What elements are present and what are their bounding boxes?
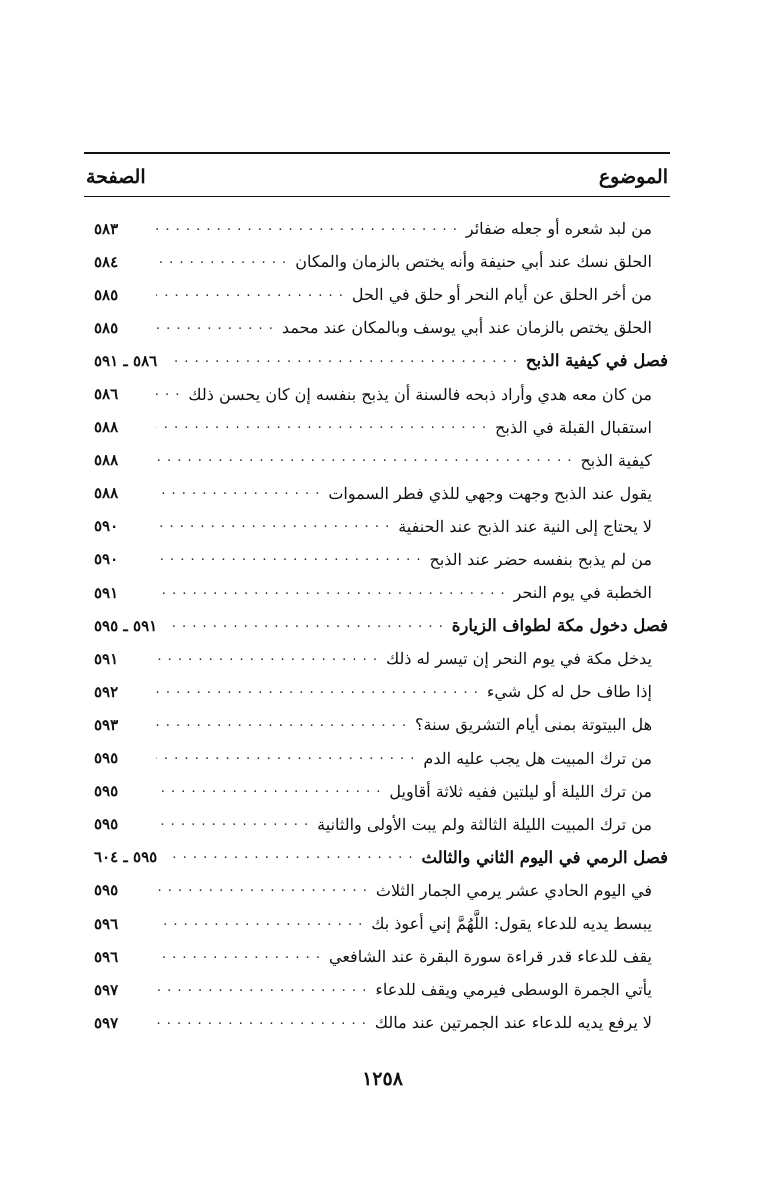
toc-entry-row [94, 278, 668, 311]
toc-entry-row [94, 477, 668, 510]
dot-leader [156, 949, 321, 965]
entry-title: من أخر الحلق عن أيام النحر أو حلق في الحل [351, 285, 652, 305]
toc-header [86, 160, 668, 194]
dot-leader [156, 254, 287, 270]
toc-entry-row [94, 907, 668, 940]
dot-leader [156, 485, 320, 501]
entry-page-number: ٥٩٥ [94, 782, 119, 801]
toc-entry-row [94, 411, 668, 444]
dot-leader [156, 684, 479, 700]
entry-title: من ترك الليلة أو ليلتين ففيه ثلاثة أقاويل [389, 781, 652, 801]
entry-page-number: ٥٩٦ [94, 914, 119, 933]
entry-title: استقبال القبلة في الذبح [495, 417, 652, 437]
toc-entry-row [94, 1006, 668, 1039]
entry-page-number: ٥٨٨ [94, 418, 119, 437]
toc-entry-row [94, 742, 668, 775]
toc-entry-row [94, 808, 668, 841]
dot-leader [156, 783, 381, 799]
dot-leader [156, 518, 390, 534]
dot-leader [156, 651, 378, 667]
entry-title: في اليوم الحادي عشر يرمي الجمار الثلاث [375, 880, 652, 900]
entry-page-number: ٥٩٥ [94, 881, 119, 900]
dot-leader [156, 585, 506, 601]
topic-column-label: الموضوع [598, 166, 668, 188]
dot-leader [156, 750, 415, 766]
entry-title: من لبد شعره أو جعله ضفائر [465, 219, 652, 239]
entry-title: من ترك المبيت هل يجب عليه الدم [423, 748, 652, 768]
entry-page-number: ٥٩٣ [94, 715, 119, 734]
entry-title: يبسط يديه للدعاء يقول: اللَّهُمَّ إني أعوذ بك [371, 914, 652, 934]
entry-title: يأتي الجمرة الوسطى فيرمي ويقف للدعاء [375, 980, 652, 1000]
dot-leader [156, 221, 458, 237]
header-top-rule [84, 152, 670, 154]
toc-entry-row [94, 775, 668, 808]
toc-entry-row [94, 675, 668, 708]
toc-entry-row [94, 973, 668, 1006]
toc-list [94, 212, 668, 1039]
entry-title: الحلق يختص بالزمان عند أبي يوسف وبالمكان عند محمد [281, 318, 652, 338]
toc-entry-row [94, 444, 668, 477]
entry-page-number: ٥٩٠ [94, 550, 119, 569]
entry-title: لا يرفع يديه للدعاء عند الجمرتين عند مالك [374, 1013, 652, 1033]
entry-page-number: ٥٩٢ [94, 682, 119, 701]
entry-title: هل البيتوتة بمنى أيام التشريق سنة؟ [415, 715, 652, 735]
toc-entry-row [94, 940, 668, 973]
entry-title: إذا طاف حل له كل شيء [486, 682, 652, 702]
header-bottom-rule [84, 196, 670, 197]
toc-section-row [94, 609, 668, 642]
entry-page-number: ٥٨٨ [94, 484, 119, 503]
section-title: فصل دخول مكة لطواف الزيارة [451, 616, 668, 636]
entry-page-number: ٥٩٥ [94, 749, 119, 768]
dot-leader [156, 717, 407, 733]
toc-entry-row [94, 708, 668, 741]
toc-section-row [94, 841, 668, 874]
toc-entry-row [94, 245, 668, 278]
entry-title: من لم يذبح بنفسه حضر عند الذبح [429, 549, 652, 569]
dot-leader [156, 287, 344, 303]
entry-page-number: ٥٩١ [94, 583, 119, 602]
entry-page-number: ٥٩٥ [94, 815, 119, 834]
section-title: فصل في كيفية الذبح [525, 351, 668, 371]
entry-page-number: ٥٩١ [94, 649, 119, 668]
entry-title: يقف للدعاء قدر قراءة سورة البقرة عند الشافعي [328, 947, 652, 967]
dot-leader [167, 618, 444, 634]
toc-entry-row [94, 212, 668, 245]
page-number: ١٢٥٨ [362, 1068, 403, 1090]
toc-entry-row [94, 311, 668, 344]
dot-leader [156, 320, 274, 336]
toc-entry-row [94, 874, 668, 907]
entry-title: الخطبة في يوم النحر [513, 583, 652, 603]
dot-leader [156, 452, 572, 468]
entry-page-number: ٥٨٦ [94, 385, 119, 404]
entry-page-number: ٥٩٧ [94, 1013, 119, 1032]
entry-title: لا يحتاج إلى النية عند الذبح عند الحنفية [398, 516, 652, 536]
entry-page-number: ٥٩٥ ـ ٦٠٤ [94, 848, 158, 867]
dot-leader [156, 419, 487, 435]
entry-page-number: ٥٨٦ ـ ٥٩١ [94, 351, 158, 370]
entry-page-number: ٥٩٠ [94, 517, 119, 536]
dot-leader [156, 386, 180, 402]
toc-entry-row [94, 377, 668, 410]
entry-title: من كان معه هدي وأراد ذبحه فالسنة أن يذبح بنفسه إن كان يحسن ذلك [188, 384, 652, 404]
entry-page-number: ٥٨٨ [94, 451, 119, 470]
dot-leader [167, 353, 518, 369]
entry-title: يدخل مكة في يوم النحر إن تيسر له ذلك [386, 649, 652, 669]
toc-entry-row [94, 576, 668, 609]
toc-entry-row [94, 642, 668, 675]
entry-title: من ترك المبيت الليلة الثالثة ولم يبت الأولى والثانية [317, 814, 652, 834]
entry-page-number: ٥٨٣ [94, 219, 119, 238]
dot-leader [156, 982, 367, 998]
page-column-label: الصفحة [86, 166, 146, 188]
entry-title: كيفية الذبح [580, 450, 652, 470]
dot-leader [167, 849, 413, 865]
entry-page-number: ٥٩١ ـ ٥٩٥ [94, 616, 158, 635]
entry-title: الحلق نسك عند أبي حنيفة وأنه يختص بالزمان والمكان [295, 252, 652, 272]
entry-page-number: ٥٩٦ [94, 947, 119, 966]
toc-section-row [94, 344, 668, 377]
toc-entry-row [94, 510, 668, 543]
entry-page-number: ٥٨٤ [94, 252, 119, 271]
dot-leader [156, 882, 368, 898]
entry-page-number: ٥٩٧ [94, 980, 119, 999]
entry-title: يقول عند الذبح وجهت وجهي للذي فطر السموات [328, 483, 652, 503]
entry-page-number: ٥٨٥ [94, 285, 119, 304]
section-title: فصل الرمي في اليوم الثاني والثالث [421, 847, 668, 867]
dot-leader [156, 551, 421, 567]
dot-leader [156, 1015, 367, 1031]
entry-page-number: ٥٨٥ [94, 318, 119, 337]
dot-leader [156, 916, 363, 932]
dot-leader [156, 816, 309, 832]
toc-entry-row [94, 543, 668, 576]
